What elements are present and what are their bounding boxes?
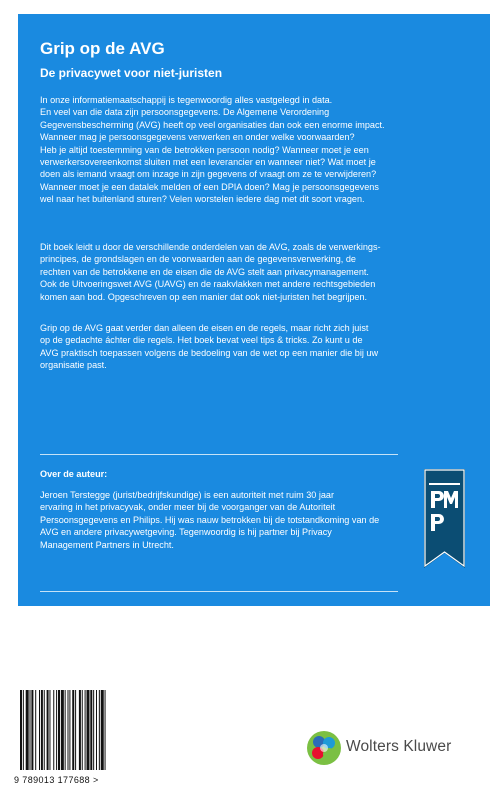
text-line: rechten van de betrokkene en de eisen die de AVG stelt aan privacymanagement. xyxy=(40,266,369,277)
text-line: Wanneer mag je persoonsgegevens verwerken en onder welke voorwaarden? xyxy=(40,132,355,143)
publisher-name: Wolters Kluwer xyxy=(346,738,452,755)
pmp-logo xyxy=(424,469,465,568)
divider-line xyxy=(40,591,398,592)
text-line: op de gedachte áchter die regels. Het boek bevat veel tips & tricks. Zo kunt u de xyxy=(40,335,363,346)
text-line: En veel van die data zijn persoonsgegevens. De Algemene Verordening xyxy=(40,107,330,118)
blurb-paragraph-3 xyxy=(40,322,485,372)
text-line: Wanneer moet je een datalek melden of een DPIA doen? Mag je persoonsgegevens xyxy=(40,181,379,192)
text-line: AVG en andere privacywetgeving. Tegenwoordig is hij partner bij Privacy xyxy=(40,527,332,538)
divider-line xyxy=(40,454,398,455)
wolters-kluwer-logo-icon xyxy=(306,730,342,766)
text-line: Heb je altijd toestemming van de betrokken persoon nodig? Wanneer moet je een xyxy=(40,144,369,155)
text-line: Dit boek leidt u door de verschillende onderdelen van de AVG, zoals de verwerkings- xyxy=(40,242,381,252)
text-line: In onze informatiemaatschappij is tegenwoordig alles vastgelegd in data. xyxy=(40,95,333,105)
text-line: wel naar het buitenland sturen? Velen worstelen iedere dag met dit soort vragen. xyxy=(40,194,365,205)
text-line: Ook de Uitvoeringswet AVG (UAVG) en de raakvlakken met andere rechtsgebieden xyxy=(40,279,376,290)
blue-panel xyxy=(18,14,490,606)
author-heading: Over de auteur: xyxy=(40,469,108,479)
blurb-paragraph-1 xyxy=(40,94,485,206)
text-line: AVG praktisch toepassen volgens de bedoeling van de wet op een manier die bij uw xyxy=(40,347,379,358)
text-line: verwerkersovereenkomst sluiten met een leverancier en wanneer niet? Wat moet je xyxy=(40,157,376,168)
text-line: principes, de grondslagen en de voorwaarden aan de gegevensverwerking, de xyxy=(40,254,356,265)
blurb-paragraph-2 xyxy=(40,241,485,303)
text-line: ervaring in het privacyvak, onder meer bij de voorganger van de Autoriteit xyxy=(40,502,336,513)
book-title: Grip op de AVG xyxy=(40,39,165,58)
barcode xyxy=(18,690,138,770)
text-line: Jeroen Terstegge (jurist/bedrijfskundige) is een autoriteit met ruim 30 jaar xyxy=(40,490,335,500)
text-line: doen als iemand vraagt om inzage in zijn gegevens of vraagt om ze te verwijderen? xyxy=(40,169,377,180)
text-line: Grip op de AVG gaat verder dan alleen de eisen en de regels, maar richt zich juist xyxy=(40,323,369,333)
author-bio xyxy=(40,489,485,551)
text-line: Persoonsgegevens en Philips. Hij was nauw betrokken bij de totstandkoming van de xyxy=(40,514,380,525)
isbn-number: 9 789013 177688 > xyxy=(14,775,99,785)
text-line: Gegevensbescherming (AVG) heeft op veel organisaties dan ook een enorme impact. xyxy=(40,119,385,130)
book-subtitle: De privacywet voor niet-juristen xyxy=(40,66,223,80)
text-line: Management Partners in Utrecht. xyxy=(40,539,174,550)
text-line: organisatie past. xyxy=(40,360,107,371)
text-line: komen aan bod. Opgeschreven op een manier dat ook niet-juristen het begrijpen. xyxy=(40,291,368,302)
